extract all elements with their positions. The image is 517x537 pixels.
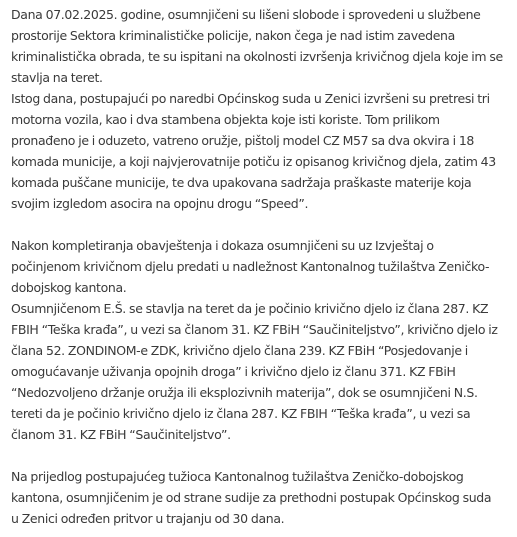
paragraph-charges: Osumnjičenom E.Š. se stavlja na teret da je počinio krivično djelo iz člana 287. KZ FBIH “Teška krađa”, u vezi sa članom 31. KZ FBiH “Saučiniteljstvo”, krivično djelo iz člana 52. ZONDINOM-e ZDK, krivično djelo člana 239. KZ FBiH “Posjedovanje i omogućavanje uživanja opojnih droga” i krivično djelo iz članu 371. KZ FBiH “Nedozvoljeno držanje oružja ili eksplozivnih materija”, dok se osumnjičeni N.S. tereti da je počinio krivično djelo iz člana 287. KZ FBIH “Teška krađa”, u vezi sa članom 31. KZ FBiH “Saučiniteljstvo”. (11, 301, 498, 442)
paragraph-search: Istog dana, postupajući po naredbi Općinskog suda u Zenici izvršeni su pretresi tri motorna vozila, kao i dva stambena objekta koje isti koriste. Tom prilikom pronađeno je i oduzeto, vatreno oružje, pištolj model CZ M57 sa dva okvira i 18 komada municije, a koji najvjerovatnije potiču iz opisanog krivičnog djela, zatim 43 komada puščane municije, te dva upakovana sadržaja praškaste materije koja svojim izgledom asocira na opojnu drogu “Speed”. (11, 91, 496, 211)
paragraph-spacer (11, 214, 515, 235)
paragraph-detention: Na prijedlog postupajućeg tužioca Kantonalnog tužilaštva Zeničko-dobojskog kantona, osumnjičenim je od strane sudije za prethodni postupak Općinskog suda u Zenici određen pritvor u trajanju od 30 dana. (11, 469, 492, 526)
paragraph-arrest: Dana 07.02.2025. godine, osumnjičeni su lišeni slobode i sprovedeni u službene prostorije Sektora kriminalističke policije, nakon čega je nad istim zavedena kriminalistička obrada, te su ispitani na okolnosti izvršenja krivičnog djela koje im se stavlja na teret. (11, 7, 503, 85)
paragraph-prosecution: Nakon kompletiranja obavještenja i dokaza osumnjičeni su uz Izvještaj o počinjenom krivičnom djelu predati u nadležnost Kantonalnog tužilaštva Zeničko- dobojskog kantona. (11, 238, 490, 295)
paragraph-spacer (11, 445, 515, 466)
article-body (11, 4, 515, 529)
